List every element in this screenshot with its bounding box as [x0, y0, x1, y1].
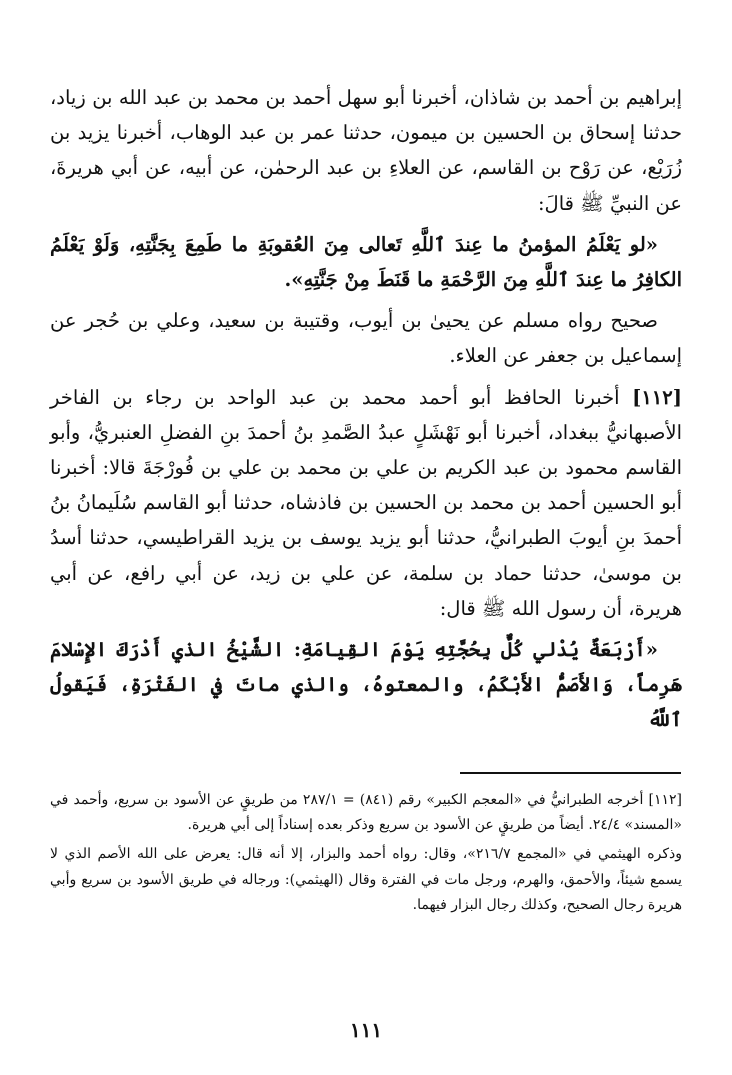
footnote: وذكره الهيثمي في «المجمع ٢١٦/٧»، وقال: رواه أحمد والبزار، إلا أنه قال: يعرض على الله الأصم الذي لا يسمع شيئاً، والأحمق، والهرم، ورجل مات في الفترة وقال (الهيثمي): ورجاله في طريق الأسود بن سريع وأبي هريرة رجال الصحيح، وكذلك رجال البزار فيهما.	[50, 846, 682, 913]
hadith-text: «لو يَعْلَمُ المؤمنُ ما عِندَ ٱللَّهِ تَعالى مِنَ العُقوبَةِ ما طَمِعَ بِجَنَّتِهِ، وَلَوْ يَعْلَمُ الكافِرُ ما عِندَ ٱللَّهِ مِنَ الرَّحْمَةِ ما قَنَطَ مِنْ جَنَّتِهِ».	[50, 232, 682, 292]
page-number: ١١١	[349, 1018, 383, 1042]
takhrij-paragraph: صحيح رواه مسلم عن يحيىٰ بن أيوب، وقتيبة بن سعيد، وعلي بن حُجر عن إسماعيل بن جعفر عن العلاء.	[50, 309, 682, 368]
isnad-paragraph: إبراهيم بن أحمد بن شاذان، أخبرنا أبو سهل أحمد بن محمد بن عبد الله بن زياد، حدثنا إسحاق بن الحسين بن ميمون، حدثنا عمر بن عبد الوهاب، أخبرنا يزيد بن زُرَيْع، عن رَوْح بن القاسم، عن العلاءِ بن عبد الرحمٰن، عن أبيه، عن أبي هريرةَ، عن النبيِّ ﷺ قالَ:	[50, 86, 682, 215]
hadith-number: [١١٢]	[632, 385, 682, 409]
footnote-divider	[460, 772, 681, 774]
footnote: [١١٢] أخرجه الطبرانيُّ في «المعجم الكبير» رقم (٨٤١) = ٢٨٧/١ من طريقٍ عن الأسود بن سريع، وأحمد في «المسند» ٢٤/٤. أيضاً من طريقٍ عن الأسود بن سريع وذكر بعده إسناداً إلى أبي هريرة.	[50, 792, 683, 834]
hadith-text: «أَرْبَعَةٌ يُدْلي كُلٌّ بِحُجَّتِهِ يَوْمَ القِيامَةِ: الشَّيْخُ الذي أَدْرَكَ الإِسْلامَ هَرِماً، وَالأَصَمُّ الأَبْكَمُ، والمعتوهُ، والذي ماتَ في الفَتْرَةِ، فَيَقولُ ٱللَّهُ	[50, 638, 682, 732]
hadith-112-paragraph	[50, 380, 682, 626]
footnotes	[50, 788, 682, 918]
main-text	[50, 80, 682, 738]
hadith-112-isnad: أخبرنا الحافظ أبو أحمد محمد بن عبد الواحد بن رجاء بن الفاخر الأصبهانيُّ ببغداد، أخبرنا أبو نَهْشَلٍ عبدُ الصَّمدِ بنُ أحمدَ بنِ الفضلِ العنبريُّ، وأبو القاسم محمود بن عبد الكريم بن علي بن محمد بن علي بن فُورْجَةَ قالا: أخبرنا أبو الحسين أحمد بن محمد بن الحسين بن فاذشاه، حدثنا أبو القاسم سُلَيمانُ بنُ أحمدَ بنِ أيوبَ الطبرانيُّ، حدثنا أبو يزيد يوسف بن يزيد القراطيسي، حدثنا أسدُ بن موسىٰ، حدثنا حماد بن سلمة، عن علي بن زيد، عن أبي رافع، عن أبي هريرة، أن رسول الله ﷺ قال:	[50, 385, 682, 620]
